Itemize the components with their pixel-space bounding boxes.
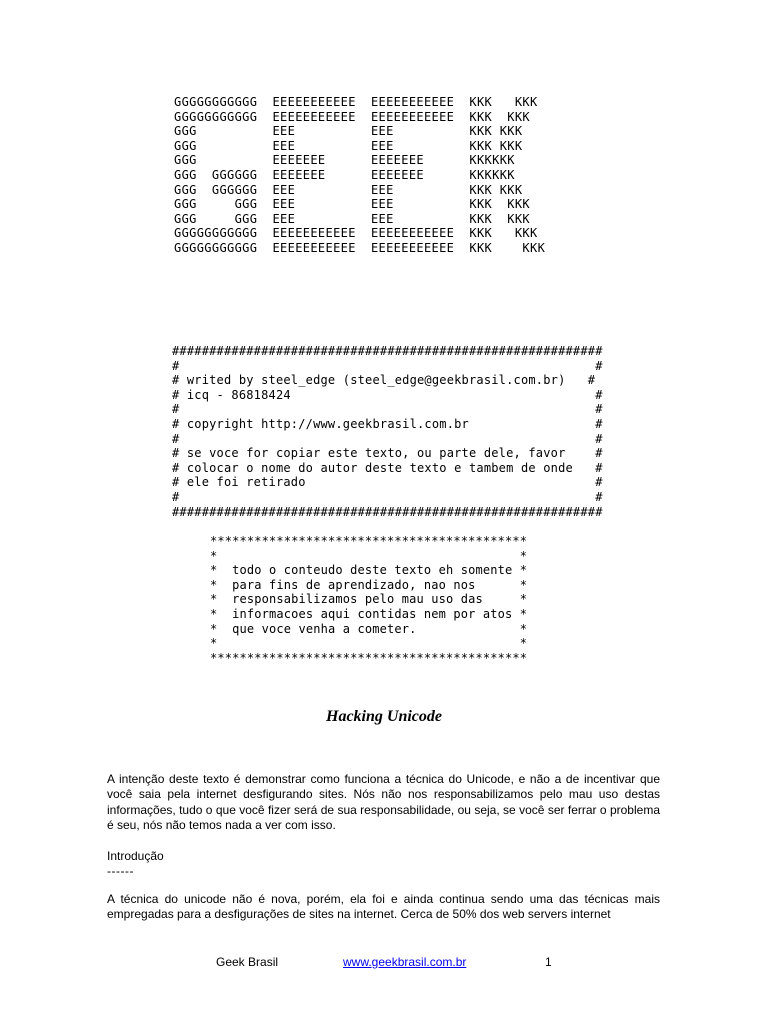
header-box-line: # colocar o nome do autor deste texto e tambem de onde # <box>172 460 603 475</box>
footer-page-number: 1 <box>545 955 552 969</box>
header-box-line: # # <box>172 431 603 446</box>
ascii-art-line: GGG GGGGGG EEEEEEE EEEEEEE KKKKKK <box>174 167 515 182</box>
footer-link[interactable]: www.geekbrasil.com.br <box>343 955 467 969</box>
header-box-line: ########################################################## <box>172 344 603 358</box>
disclaimer-box-line: * responsabilizamos pelo mau uso das * <box>210 592 528 607</box>
disclaimer-box-line: * informacoes aqui contidas nem por atos * <box>210 606 528 621</box>
disclaimer-box-line: ******************************************* <box>210 650 528 665</box>
disclaimer-box-line: * * <box>210 548 528 563</box>
ascii-art-line: GGG GGG EEE EEE KKK KKK <box>174 211 531 226</box>
header-box-line: # # <box>172 489 603 504</box>
body-paragraph: A técnica do unicode não é nova, porém, ela foi e ainda continua sendo uma das técnicas mais empregadas para a desfigurações de sites na internet. Cerca de 50% dos web servers internet <box>107 892 660 922</box>
ascii-art-line: GGG GGG EEE EEE KKK KKK <box>174 197 531 212</box>
section-heading: Introdução <box>107 849 164 863</box>
ascii-art-line: GGGGGGGGGGG EEEEEEEEEEE EEEEEEEEEEE KKK KKK <box>174 226 538 241</box>
header-box-line: # # <box>172 402 603 417</box>
ascii-art-line: GGG GGGGGG EEE EEE KKK KKK <box>174 182 523 197</box>
disclaimer-box-line: * que voce venha a cometer. * <box>210 621 528 636</box>
ascii-art-logo <box>174 95 545 256</box>
disclaimer-box-line: ******************************************* <box>210 534 528 548</box>
ascii-art-line: GGGGGGGGGGG EEEEEEEEEEE EEEEEEEEEEE KKK KKK <box>174 95 538 109</box>
header-box-line: # ele foi retirado # <box>172 475 603 490</box>
document-title: Hacking Unicode <box>326 708 442 725</box>
ascii-art-line: GGGGGGGGGGG EEEEEEEEEEE EEEEEEEEEEE KKK KKK <box>174 109 531 124</box>
author-header-box <box>172 344 603 519</box>
section-underline: ------ <box>107 864 134 878</box>
disclaimer-box <box>210 534 527 665</box>
ascii-art-line: GGG EEEEEEE EEEEEEE KKKKKK <box>174 153 515 168</box>
header-box-line: # icq - 86818424 # <box>172 387 603 402</box>
header-box-line: # writed by steel_edge (steel_edge@geekbrasil.com.br) # <box>172 373 596 388</box>
ascii-art-line: GGG EEE EEE KKK KKK <box>174 124 523 139</box>
header-box-line: ########################################################## <box>172 504 603 519</box>
disclaimer-box-line: * * <box>210 636 528 651</box>
ascii-art-line: GGG EEE EEE KKK KKK <box>174 138 523 153</box>
disclaimer-box-line: * todo o conteudo deste texto eh somente * <box>210 563 528 578</box>
header-box-line: # copyright http://www.geekbrasil.com.br # <box>172 416 603 431</box>
header-box-line: # # <box>172 358 603 373</box>
footer-brand: Geek Brasil <box>216 955 279 969</box>
intro-paragraph: A intenção deste texto é demonstrar como funciona a técnica do Unicode, e não a de incentivar que você saia pela internet desfigurando sites. Nós não nos responsabilizamos pelo mau uso destas informações, tudo o que você fizer será de sua responsabilidade, ou seja, se você ser ferrar o problema é seu, nós não temos nada a ver com isso. <box>107 772 660 832</box>
disclaimer-box-line: * para fins de aprendizado, nao nos * <box>210 577 528 592</box>
ascii-art-line: GGGGGGGGGGG EEEEEEEEEEE EEEEEEEEEEE KKK KKK <box>174 240 546 255</box>
header-box-line: # se voce for copiar este texto, ou parte dele, favor # <box>172 446 603 461</box>
